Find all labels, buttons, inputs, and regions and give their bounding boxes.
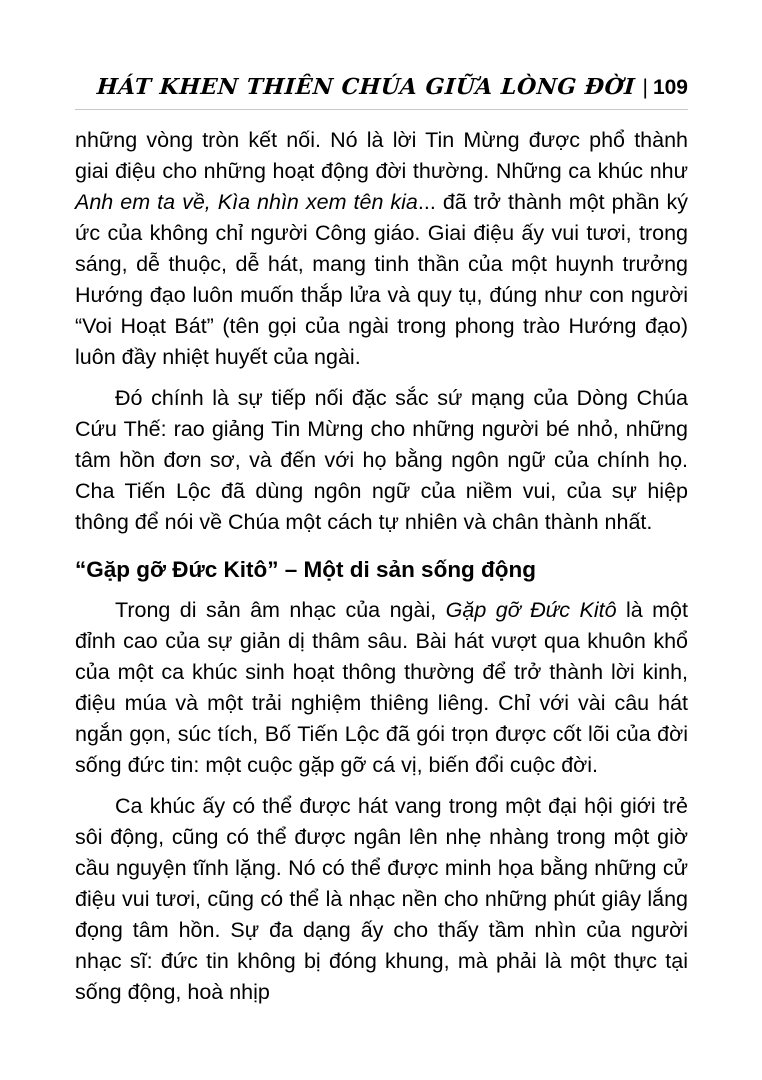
body-paragraph [75, 595, 688, 781]
section-heading [75, 554, 688, 585]
text-run: Đó chính là sự tiếp nối đặc sắc sứ mạng của Dòng Chúa Cứu Thế: rao giảng Tin Mừng cho những người bé nhỏ, những tâm hồn đơn sơ, và đến với họ bằng ngôn ngữ của chính họ. Cha Tiến Lộc đã dùng ngôn ngữ của niềm vui, của sự hiệp thông để nói về Chúa một cách tự nhiên và chân thành nhất. [75, 386, 688, 534]
running-header-separator: | [642, 76, 648, 99]
italic-text-run: Gặp gỡ Đức Kitô [445, 598, 617, 622]
text-run: là một đỉnh cao của sự giản dị thâm sâu. Bài hát vượt qua khuôn khổ của một ca khúc sinh hoạt thông thường để trở thành lời kinh, điệu múa và một trải nghiệm thiêng liêng. Chỉ với vài câu hát ngắn gọn, súc tích, Bố Tiến Lộc đã gói trọn được cốt lõi của đời sống đức tin: một cuộc gặp gỡ cá vị, biến đổi cuộc đời. [75, 598, 688, 777]
running-header-title: HÁT KHEN THIÊN CHÚA GIỮA LÒNG ĐỜI [96, 74, 637, 100]
text-run: những vòng tròn kết nối. Nó là lời Tin Mừng được phổ thành giai điệu cho những hoạt động đời thường. Những ca khúc như [75, 128, 688, 183]
body-paragraph [75, 125, 688, 373]
text-run: ... đã trở thành một phần ký ức của không chỉ người Công giáo. Giai điệu ấy vui tươi, trong sáng, dễ thuộc, dễ hát, mang tinh thần của một huynh trưởng Hướng đạo luôn muốn thắp lửa và quy tụ, đúng như con người “Voi Hoạt Bát” (tên gọi của ngài trong phong trào Hướng đạo) luôn đầy nhiệt huyết của ngài. [75, 190, 688, 369]
body-paragraph [75, 383, 688, 538]
page-number: 109 [652, 76, 688, 99]
text-run: Trong di sản âm nhạc của ngài, [115, 598, 446, 622]
body-paragraph [75, 791, 688, 1008]
text-run: “Gặp gỡ Đức Kitô” – Một di sản sống động [75, 557, 537, 582]
italic-text-run: Anh em ta về, Kìa nhìn xem tên kia [75, 190, 418, 214]
running-header [75, 74, 688, 110]
text-run: Ca khúc ấy có thể được hát vang trong một đại hội giới trẻ sôi động, cũng có thể được ngân lên nhẹ nhàng trong một giờ cầu nguyện tĩnh lặng. Nó có thể được minh họa bằng những cử điệu vui tươi, cũng có thể là nhạc nền cho những phút giây lắng đọng tâm hồn. Sự đa dạng ấy cho thấy tầm nhìn của người nhạc sĩ: đức tin không bị đóng khung, mà phải là một thực tại sống động, hoà nhịp [75, 794, 688, 1004]
body-text [75, 125, 688, 1008]
page-content-area [75, 74, 688, 1008]
